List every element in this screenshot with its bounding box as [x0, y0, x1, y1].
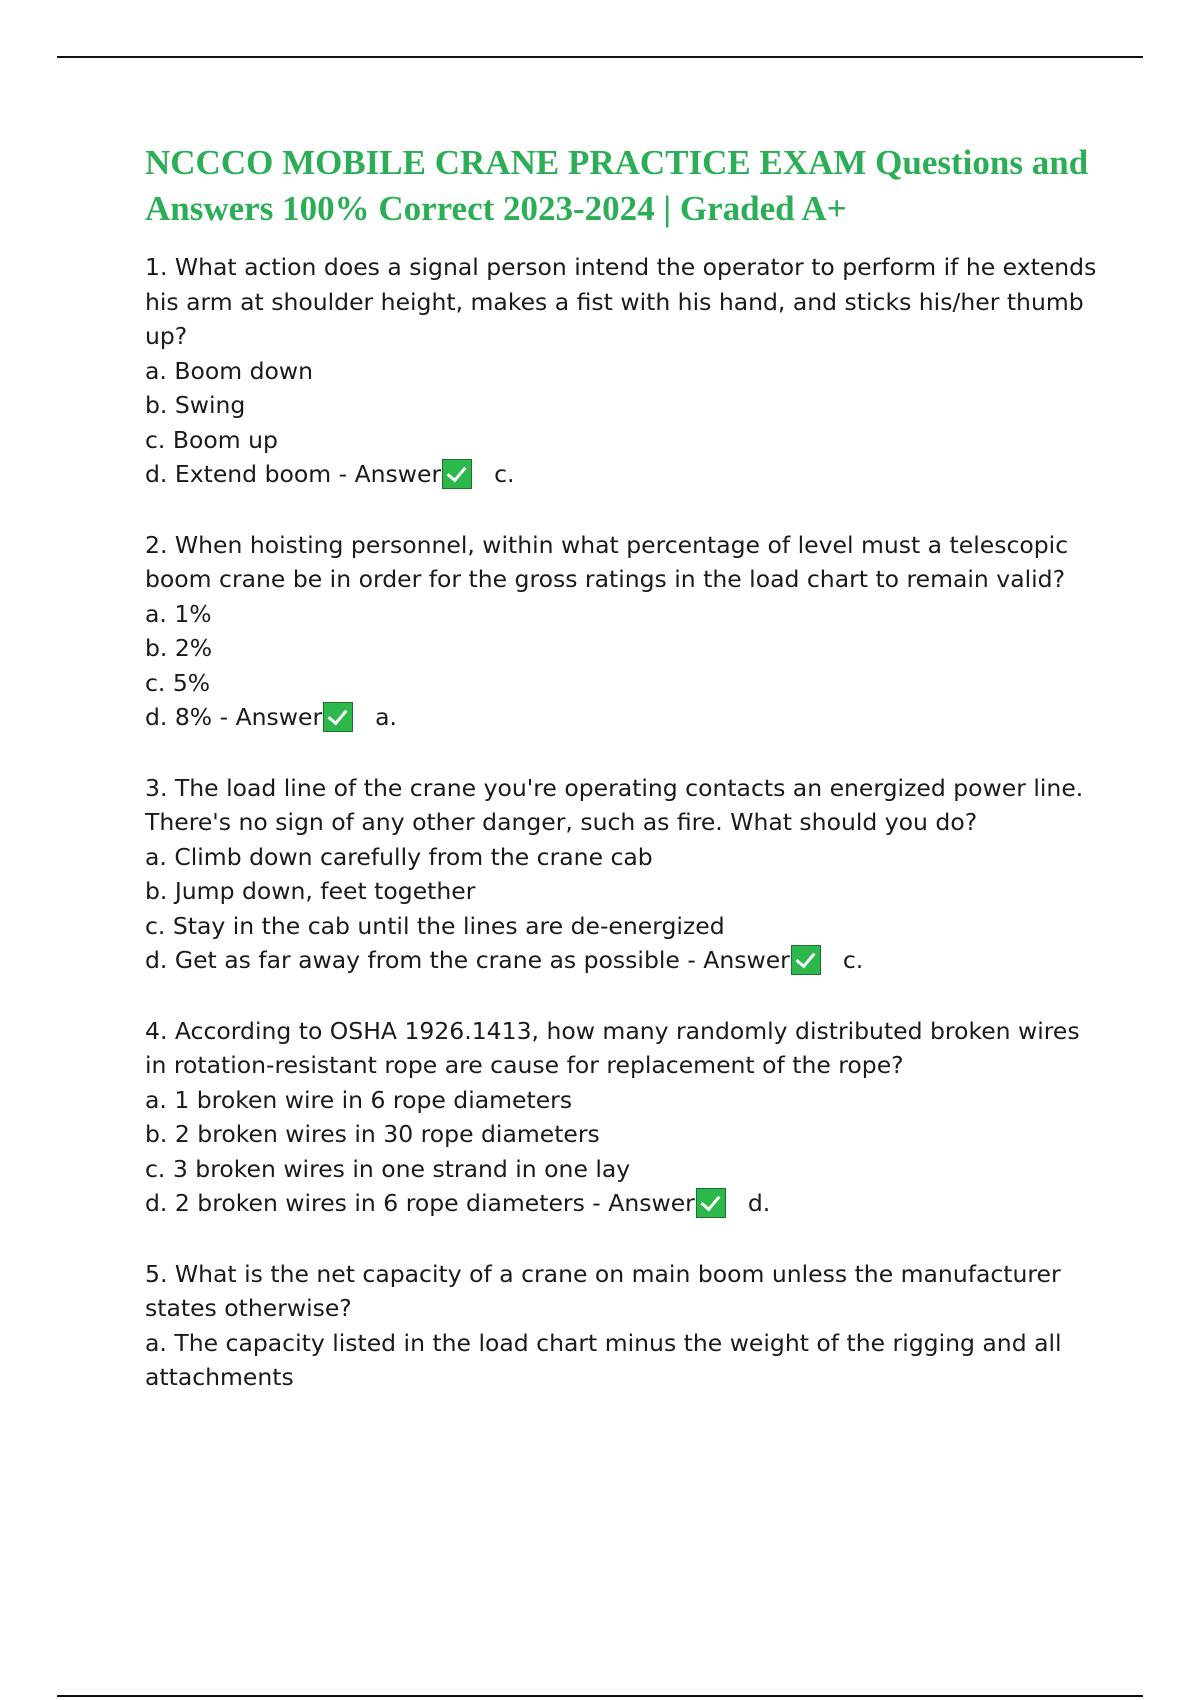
check-mark-icon [442, 459, 472, 489]
option-a: a. The capacity listed in the load chart minus the weight of the rigging and all attachments [145, 1328, 1062, 1391]
option-a: a. 1% [145, 599, 212, 628]
option-c: c. 3 broken wires in one strand in one lay [145, 1154, 631, 1183]
answer-label: Answer [235, 703, 323, 731]
question-1 [145, 250, 1105, 492]
check-mark-icon [791, 945, 821, 975]
option-d-with-answer [145, 700, 1105, 735]
option-d: d. Extend boom - [145, 460, 355, 488]
answer-label: Answer [608, 1189, 695, 1217]
correct-answer: c. [494, 460, 515, 488]
question-text: 3. The load line of the crane you're operating contacts an energized power line. There's no sign of any other danger, such as fire. What should you do? [145, 773, 1084, 836]
option-b: b. Jump down, feet together [145, 877, 476, 905]
option-b: b. 2 broken wires in 30 rope diameters [145, 1120, 600, 1148]
question-text: 4. According to OSHA 1926.1413, how many randomly distributed broken wires in rotation-resistant rope are cause for replacement of the rope? [145, 1016, 1080, 1079]
question-5 [145, 1257, 1105, 1395]
question-3 [145, 771, 1105, 978]
check-mark-icon [696, 1188, 726, 1218]
option-d: d. 2 broken wires in 6 rope diameters - [145, 1189, 609, 1217]
option-c: c. Stay in the cab until the lines are de-energized [145, 911, 725, 940]
option-b: b. Swing [145, 391, 246, 419]
question-2 [145, 528, 1105, 735]
correct-answer: d. [747, 1189, 771, 1217]
option-a: a. Boom down [145, 356, 313, 385]
option-d-with-answer [145, 457, 1105, 492]
option-d: d. 8% - [145, 703, 236, 731]
footer-rule [57, 1695, 1143, 1697]
option-a: a. Climb down carefully from the crane cab [145, 842, 653, 871]
option-c: c. 5% [145, 668, 211, 697]
correct-answer: c. [842, 946, 864, 974]
document-title: NCCCO MOBILE CRANE PRACTICE EXAM Questions and Answers 100% Correct 2023-2024 | Graded A+ [145, 143, 1089, 228]
check-mark-icon [323, 702, 353, 732]
header-rule [57, 56, 1143, 58]
question-text: 2. When hoisting personnel, within what percentage of level must a telescopic boom crane be in order for the gross ratings in the load chart to remain valid? [145, 530, 1069, 593]
question-text: 1. What action does a signal person intend the operator to perform if he extends his arm at shoulder height, makes a fist with his hand, and sticks his/her thumb up? [145, 253, 1097, 350]
option-b: b. 2% [145, 634, 213, 662]
answer-label: Answer [354, 460, 442, 488]
option-a: a. 1 broken wire in 6 rope diameters [145, 1085, 573, 1114]
option-d-with-answer [145, 1186, 1105, 1221]
option-d-with-answer [145, 943, 1105, 978]
question-text: 5. What is the net capacity of a crane on main boom unless the manufacturer states otherwise? [145, 1259, 1061, 1322]
document-page [145, 140, 1105, 1431]
option-c: c. Boom up [145, 425, 278, 454]
answer-label: Answer [703, 946, 790, 974]
correct-answer: a. [375, 703, 397, 731]
option-d: d. Get as far away from the crane as possible - [145, 946, 704, 974]
question-4 [145, 1014, 1105, 1221]
